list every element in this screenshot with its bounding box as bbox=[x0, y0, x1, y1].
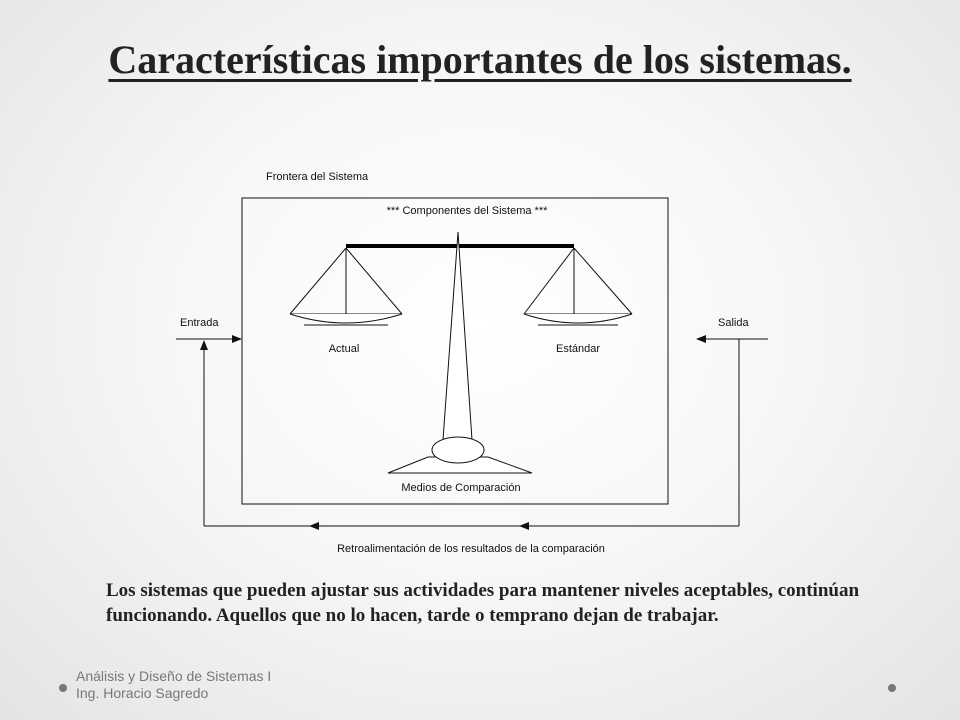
footer bbox=[76, 668, 271, 702]
scale-base-knob bbox=[432, 437, 484, 463]
output-label: Salida bbox=[718, 317, 749, 329]
scale-post bbox=[443, 232, 472, 440]
footer-dot-right bbox=[888, 684, 896, 692]
base-label: Medios de Comparación bbox=[401, 482, 521, 494]
input-label: Entrada bbox=[180, 317, 219, 329]
components-label: *** Componentes del Sistema *** bbox=[386, 205, 548, 217]
footer-author: Ing. Horacio Sagredo bbox=[76, 685, 209, 701]
left-pan-label: Actual bbox=[328, 343, 360, 355]
boundary-label: Frontera del Sistema bbox=[266, 171, 369, 183]
footer-course: Análisis y Diseño de Sistemas I bbox=[76, 668, 272, 684]
right-pan-label: Estándar bbox=[555, 343, 601, 355]
footer-dot-left bbox=[59, 684, 67, 692]
feedback-label: Retroalimentación de los resultados de la comparación bbox=[337, 543, 605, 555]
slide-title: Características importantes de los sistemas. bbox=[108, 37, 852, 82]
body-paragraph: Los sistemas que pueden ajustar sus actividades para mantener niveles aceptables, continúan funcionando. Aquellos que no lo hacen, tarde o temprano dejan de trabajar. bbox=[106, 580, 860, 626]
left-pan bbox=[290, 248, 402, 325]
right-pan bbox=[524, 248, 632, 325]
